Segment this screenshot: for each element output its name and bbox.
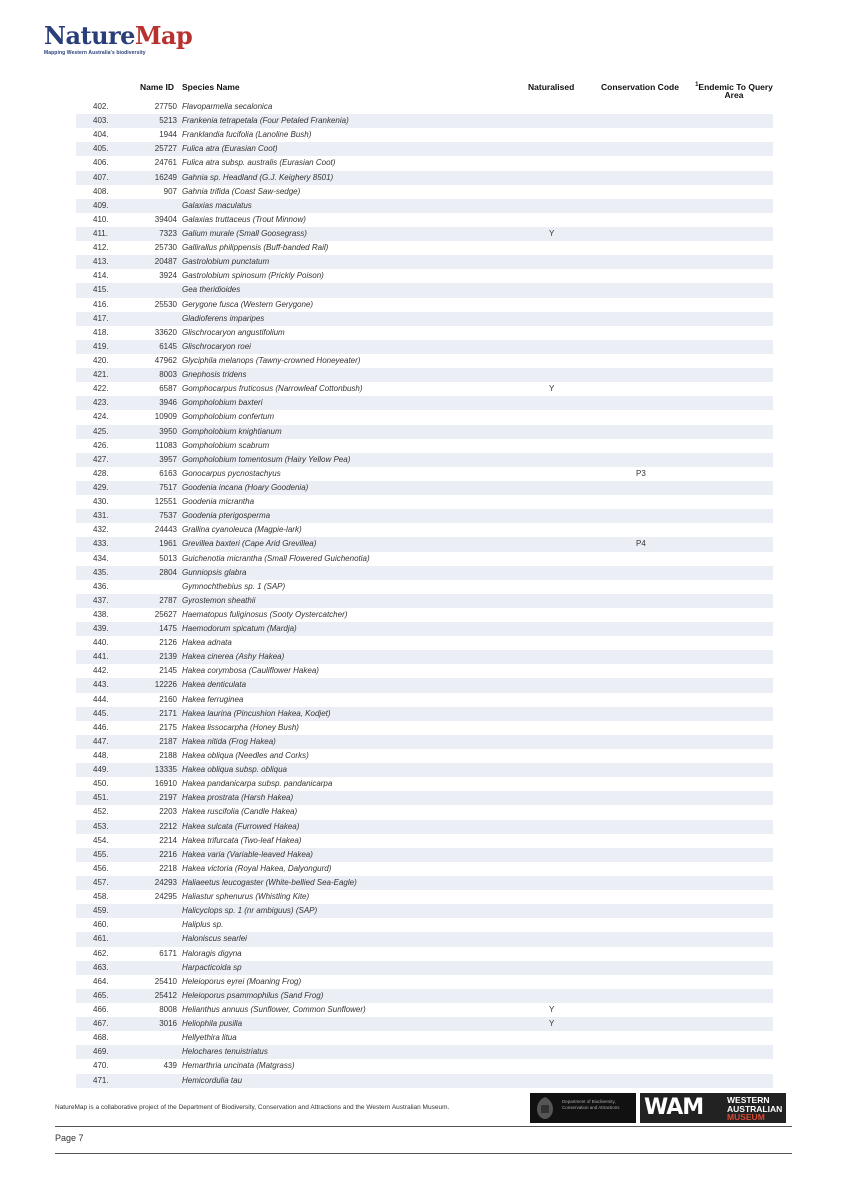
species-name: Gallirallus philippensis (Buff-banded Rail) <box>182 243 329 253</box>
row-number: 444. <box>93 694 109 704</box>
table-header <box>0 81 843 101</box>
species-name: Hakea lissocarpha (Honey Bush) <box>182 722 299 732</box>
species-name: Grevillea baxteri (Cape Arid Grevillea) <box>182 539 317 549</box>
species-name: Hakea ferruginea <box>182 694 244 704</box>
table-row <box>76 509 773 523</box>
header-endemic: $^1$Endemic To Query Area <box>695 81 773 100</box>
table-row <box>76 650 773 664</box>
naturalised: Y <box>549 384 555 394</box>
footer-bottom-rule <box>55 1153 792 1154</box>
row-number: 419. <box>93 341 109 351</box>
row-number: 413. <box>93 257 109 267</box>
logo-title: NatureMap <box>44 21 193 50</box>
table-row <box>76 1074 773 1088</box>
table-row <box>76 241 773 255</box>
table-row <box>76 128 773 142</box>
name-id: 8008 <box>159 1005 177 1014</box>
row-number: 468. <box>93 1033 109 1043</box>
name-id: 16249 <box>154 172 177 182</box>
name-id: 8003 <box>159 370 177 380</box>
table-row <box>76 777 773 791</box>
row-number: 450. <box>93 779 109 789</box>
row-number: 411. <box>93 228 108 238</box>
name-id: 6587 <box>159 384 177 394</box>
row-number: 463. <box>93 962 109 972</box>
table-row <box>76 495 773 509</box>
species-name: Gea theridioides <box>182 285 241 295</box>
table-row <box>76 368 773 382</box>
row-number: 447. <box>93 736 109 746</box>
species-name: Hakea obliqua subsp. obliqua <box>182 765 287 775</box>
name-id: 27750 <box>154 102 177 111</box>
table-row <box>76 283 773 297</box>
name-id: 3957 <box>159 454 177 464</box>
row-number: 467. <box>93 1019 109 1029</box>
row-number: 403. <box>93 116 109 126</box>
species-name: Haloniscus searlei <box>182 934 247 944</box>
row-number: 402. <box>93 102 109 111</box>
row-number: 405. <box>93 144 109 154</box>
naturalised: Y <box>549 1019 555 1029</box>
row-number: 433. <box>93 539 109 549</box>
row-number: 414. <box>93 271 109 281</box>
name-id: 24443 <box>154 525 177 535</box>
row-number: 431. <box>93 511 109 521</box>
species-name: Gyrostemon sheathii <box>182 595 256 605</box>
name-id: 24295 <box>154 892 177 902</box>
row-number: 442. <box>93 666 109 676</box>
table-row <box>76 382 773 396</box>
name-id: 12551 <box>154 497 177 507</box>
table-row <box>76 156 773 170</box>
species-name: Heleioporus eyrei (Moaning Frog) <box>182 976 302 986</box>
table-row <box>76 269 773 283</box>
name-id: 1944 <box>159 130 177 140</box>
table-row <box>76 834 773 848</box>
name-id: 6171 <box>159 948 177 958</box>
table-row <box>76 820 773 834</box>
table-row <box>76 354 773 368</box>
table-row <box>76 932 773 946</box>
species-name: Halicyclops sp. 1 (nr ambiguus) (SAP) <box>182 906 318 916</box>
species-name: Gastrolobium punctatum <box>182 257 270 267</box>
species-name: Gunniopsis glabra <box>182 567 247 577</box>
row-number: 462. <box>93 948 109 958</box>
row-number: 449. <box>93 765 109 775</box>
species-name: Gomphocarpus fruticosus (Narrowleaf Cottonbush) <box>182 384 363 394</box>
row-number: 471. <box>93 1075 109 1085</box>
species-name: Hakea adnata <box>182 638 232 648</box>
table-row <box>76 693 773 707</box>
species-name: Hakea pandanicarpa subsp. pandanicarpa <box>182 779 333 789</box>
name-id: 25530 <box>154 299 177 309</box>
row-number: 404. <box>93 130 109 140</box>
name-id: 3946 <box>159 398 177 408</box>
name-id: 3924 <box>159 271 177 281</box>
row-number: 443. <box>93 680 109 690</box>
table-row <box>76 805 773 819</box>
table-row <box>76 1003 773 1017</box>
name-id: 10909 <box>154 412 177 422</box>
species-name: Heliophila pusilla <box>182 1019 243 1029</box>
table-row <box>76 608 773 622</box>
header-species-name: Species Name <box>182 82 240 92</box>
table-row <box>76 255 773 269</box>
species-name: Heleioporus psammophilus (Sand Frog) <box>182 990 324 1000</box>
species-name: Flavoparmelia secalonica <box>182 102 273 111</box>
name-id: 2804 <box>159 567 177 577</box>
species-name: Hakea cinerea (Ashy Hakea) <box>182 652 285 662</box>
table-row <box>76 467 773 481</box>
table-row <box>76 410 773 424</box>
row-number: 466. <box>93 1005 109 1014</box>
table-row <box>76 171 773 185</box>
table-row <box>76 396 773 410</box>
naturemap-logo <box>44 21 193 56</box>
row-number: 458. <box>93 892 109 902</box>
table-row <box>76 213 773 227</box>
table-row <box>76 1031 773 1045</box>
row-number: 429. <box>93 482 109 492</box>
table-row <box>76 975 773 989</box>
name-id: 1961 <box>159 539 177 549</box>
table-row <box>76 947 773 961</box>
name-id: 2197 <box>159 793 177 803</box>
row-number: 408. <box>93 186 109 196</box>
species-name: Goodenia pterigosperma <box>182 511 271 521</box>
row-number: 434. <box>93 553 109 563</box>
species-name: Hakea obliqua (Needles and Corks) <box>182 751 309 761</box>
table-row <box>76 890 773 904</box>
species-name: Galaxias truttaceus (Trout Minnow) <box>182 214 306 224</box>
species-name: Helochares tenuistriatus <box>182 1047 268 1057</box>
table-row <box>76 100 773 114</box>
row-number: 430. <box>93 497 109 507</box>
name-id: 25412 <box>154 990 177 1000</box>
row-number: 406. <box>93 158 109 168</box>
name-id: 7323 <box>159 228 177 238</box>
name-id: 47962 <box>154 355 177 365</box>
name-id: 25627 <box>154 609 177 619</box>
table-row <box>76 763 773 777</box>
species-name: Hemicordulia tau <box>182 1075 243 1085</box>
name-id: 25727 <box>154 144 177 154</box>
name-id: 2139 <box>159 652 177 662</box>
species-name: Gonocarpus pycnostachyus <box>182 468 281 478</box>
species-name: Gahnia trifida (Coast Saw-sedge) <box>182 186 301 196</box>
name-id: 33620 <box>154 327 177 337</box>
species-name: Gompholobium scabrum <box>182 440 270 450</box>
table-row <box>76 537 773 551</box>
header-naturalised: Naturalised <box>528 82 575 92</box>
row-number: 421. <box>93 370 109 380</box>
row-number: 424. <box>93 412 109 422</box>
row-number: 425. <box>93 426 109 436</box>
table-row <box>76 340 773 354</box>
row-number: 426. <box>93 440 109 450</box>
name-id: 13335 <box>154 765 177 775</box>
species-name: Galium murale (Small Goosegrass) <box>182 228 307 238</box>
row-number: 439. <box>93 624 109 634</box>
name-id: 11083 <box>155 440 177 450</box>
species-name: Guichenotia micrantha (Small Flowered Guichenotia) <box>182 553 370 563</box>
table-row <box>76 566 773 580</box>
table-row <box>76 199 773 213</box>
species-name: Hakea sulcata (Furrowed Hakea) <box>182 821 300 831</box>
table-row <box>76 523 773 537</box>
row-number: 441. <box>93 652 109 662</box>
row-number: 452. <box>93 807 109 817</box>
name-id: 3950 <box>159 426 177 436</box>
name-id: 39404 <box>154 214 177 224</box>
table-row <box>76 848 773 862</box>
row-number: 440. <box>93 638 109 648</box>
wa-museum-logo <box>640 1093 786 1123</box>
table-row <box>76 1045 773 1059</box>
species-name: Hellyethira litua <box>182 1033 237 1043</box>
dbca-logo <box>530 1093 636 1123</box>
species-name: Fulica atra (Eurasian Coot) <box>182 144 278 154</box>
species-name: Gompholobium tomentosum (Hairy Yellow Pea) <box>182 454 351 464</box>
name-id: 2216 <box>159 849 177 859</box>
table-row <box>76 664 773 678</box>
species-name: Hakea trifurcata (Two-leaf Hakea) <box>182 835 302 845</box>
table-row <box>76 594 773 608</box>
name-id: 1475 <box>159 624 177 634</box>
row-number: 455. <box>93 849 109 859</box>
species-name: Haliaeetus leucogaster (White-bellied Sea-Eagle) <box>182 878 357 888</box>
table-row <box>76 749 773 763</box>
table-row <box>76 227 773 241</box>
name-id: 907 <box>163 186 177 196</box>
name-id: 25410 <box>154 976 177 986</box>
row-number: 457. <box>93 878 109 888</box>
row-number: 417. <box>93 313 109 323</box>
dbca-text: Department of Biodiversity, Conservation and Attractions <box>562 1099 620 1110</box>
species-name: Hakea nitida (Frog Hakea) <box>182 736 276 746</box>
row-number: 416. <box>93 299 109 309</box>
table-row <box>76 918 773 932</box>
name-id: 5013 <box>159 553 177 563</box>
row-number: 459. <box>93 906 109 916</box>
species-name: Gymnochthebius sp. 1 (SAP) <box>182 581 286 591</box>
table-row <box>76 707 773 721</box>
table-row <box>76 721 773 735</box>
row-number: 410. <box>93 214 109 224</box>
row-number: 453. <box>93 821 109 831</box>
name-id: 3016 <box>159 1019 177 1029</box>
table-row <box>76 312 773 326</box>
species-name: Glyciphila melanops (Tawny-crowned Honeyeater) <box>182 355 361 365</box>
species-name: Haliplus sp. <box>182 920 224 930</box>
table-row <box>76 142 773 156</box>
name-id: 2171 <box>159 708 177 718</box>
table-row <box>76 185 773 199</box>
name-id: 6163 <box>159 468 177 478</box>
name-id: 20487 <box>154 257 177 267</box>
crest-icon <box>534 1096 556 1120</box>
species-name: Hakea varia (Variable-leaved Hakea) <box>182 849 313 859</box>
name-id: 2218 <box>159 863 177 873</box>
species-name: Hakea prostrata (Harsh Hakea) <box>182 793 294 803</box>
wam-letters: WAM <box>644 1095 704 1120</box>
row-number: 420. <box>93 355 109 365</box>
table-row <box>76 453 773 467</box>
table-row <box>76 989 773 1003</box>
species-name: Glischrocaryon roei <box>182 341 251 351</box>
name-id: 7537 <box>159 511 177 521</box>
species-name: Haemodorum spicatum (Mardja) <box>182 624 297 634</box>
table-row <box>76 636 773 650</box>
species-name: Haliastur sphenurus (Whistling Kite) <box>182 892 310 902</box>
name-id: 25730 <box>154 243 177 253</box>
species-name: Grallina cyanoleuca (Magpie-lark) <box>182 525 302 535</box>
row-number: 412. <box>93 243 109 253</box>
page-number: Page 7 <box>55 1133 84 1143</box>
row-number: 422. <box>93 384 109 394</box>
table-row <box>76 961 773 975</box>
name-id: 2214 <box>159 835 177 845</box>
species-name: Hakea denticulata <box>182 680 247 690</box>
species-name: Hakea victoria (Royal Hakea, Dalyongurd) <box>182 863 332 873</box>
species-name: Gompholobium baxteri <box>182 398 263 408</box>
name-id: 2188 <box>159 751 177 761</box>
name-id: 2126 <box>159 638 177 648</box>
species-name: Gnephosis tridens <box>182 370 247 380</box>
species-name: Glischrocaryon angustifolium <box>182 327 285 337</box>
row-number: 427. <box>93 454 109 464</box>
row-number: 465. <box>93 990 109 1000</box>
row-number: 435. <box>93 567 109 577</box>
table-row <box>76 735 773 749</box>
name-id: 6145 <box>159 341 177 351</box>
species-name: Hakea laurina (Pincushion Hakea, Kodjet) <box>182 708 331 718</box>
species-name: Goodenia micrantha <box>182 497 255 507</box>
species-name: Gompholobium confertum <box>182 412 275 422</box>
species-table <box>76 100 773 1088</box>
table-row <box>76 791 773 805</box>
table-row <box>76 1017 773 1031</box>
table-row <box>76 678 773 692</box>
species-name: Haloragis digyna <box>182 948 242 958</box>
row-number: 464. <box>93 976 109 986</box>
name-id: 24761 <box>154 158 177 168</box>
row-number: 469. <box>93 1047 109 1057</box>
footer-divider <box>55 1126 792 1127</box>
footer-note: NatureMap is a collaborative project of the Department of Biodiversity, Conservation and Attractions and the Western Australian Museum. <box>55 1104 450 1111</box>
row-number: 451. <box>93 793 109 803</box>
species-name: Hemarthria uncinata (Matgrass) <box>182 1061 295 1071</box>
name-id: 16910 <box>154 779 177 789</box>
species-name: Harpacticoida sp <box>182 962 242 972</box>
species-name: Franklandia fucifolia (Lanoline Bush) <box>182 130 312 140</box>
row-number: 423. <box>93 398 109 408</box>
species-name: Gompholobium knightianum <box>182 426 282 436</box>
table-row <box>76 862 773 876</box>
table-row <box>76 904 773 918</box>
header-conservation-code: Conservation Code <box>601 82 679 92</box>
name-id: 2787 <box>159 595 177 605</box>
species-name: Hakea ruscifolia (Candle Hakea) <box>182 807 298 817</box>
table-row <box>76 876 773 890</box>
wam-wordmark: WESTERN AUSTRALIAN MUSEUM <box>727 1095 783 1122</box>
table-row <box>76 439 773 453</box>
table-row <box>76 481 773 495</box>
row-number: 432. <box>93 525 109 535</box>
row-number: 438. <box>93 609 109 619</box>
table-row <box>76 622 773 636</box>
conservation-code: P4 <box>636 539 646 549</box>
species-name: Galaxias maculatus <box>182 200 252 210</box>
species-name: Goodenia incana (Hoary Goodenia) <box>182 482 309 492</box>
name-id: 2175 <box>159 722 177 732</box>
species-name: Haematopus fuliginosus (Sooty Oystercatcher) <box>182 609 348 619</box>
row-number: 437. <box>93 595 109 605</box>
table-row <box>76 580 773 594</box>
name-id: 12226 <box>154 680 177 690</box>
species-name: Hakea corymbosa (Cauliflower Hakea) <box>182 666 319 676</box>
table-row <box>76 326 773 340</box>
row-number: 407. <box>93 172 109 182</box>
row-number: 454. <box>93 835 109 845</box>
name-id: 439 <box>163 1061 177 1071</box>
table-row <box>76 425 773 439</box>
table-row <box>76 298 773 312</box>
name-id: 2145 <box>159 666 177 676</box>
species-name: Fulica atra subsp. australis (Eurasian Coot) <box>182 158 336 168</box>
header-name-id: Name ID <box>140 82 175 92</box>
naturalised: Y <box>549 1005 555 1014</box>
row-number: 470. <box>93 1061 109 1071</box>
row-number: 409. <box>93 200 109 210</box>
row-number: 461. <box>93 934 109 944</box>
name-id: 24293 <box>154 878 177 888</box>
species-name: Gladioferens imparipes <box>182 313 265 323</box>
naturalised: Y <box>549 228 555 238</box>
name-id: 5213 <box>159 116 177 126</box>
row-number: 460. <box>93 920 109 930</box>
species-name: Gahnia sp. Headland (G.J. Keighery 8501) <box>182 172 334 182</box>
logo-subtitle: Mapping Western Australia's biodiversity <box>44 50 146 56</box>
table-row <box>76 552 773 566</box>
row-number: 456. <box>93 863 109 873</box>
species-name: Gerygone fusca (Western Gerygone) <box>182 299 314 309</box>
row-number: 446. <box>93 722 109 732</box>
row-number: 445. <box>93 708 109 718</box>
species-name: Gastrolobium spinosum (Prickly Poison) <box>182 271 324 281</box>
name-id: 7517 <box>159 482 177 492</box>
row-number: 428. <box>93 468 109 478</box>
name-id: 2212 <box>159 821 177 831</box>
table-row <box>76 1059 773 1073</box>
row-number: 436. <box>93 581 109 591</box>
row-number: 418. <box>93 327 109 337</box>
row-number: 448. <box>93 751 109 761</box>
table-row <box>76 114 773 128</box>
name-id: 2160 <box>159 694 177 704</box>
name-id: 2187 <box>159 736 177 746</box>
name-id: 2203 <box>159 807 177 817</box>
row-number: 415. <box>93 285 109 295</box>
species-name: Frankenia tetrapetala (Four Petaled Frankenia) <box>182 116 349 126</box>
species-name: Helianthus annuus (Sunflower, Common Sunflower) <box>182 1005 366 1014</box>
conservation-code: P3 <box>636 468 646 478</box>
